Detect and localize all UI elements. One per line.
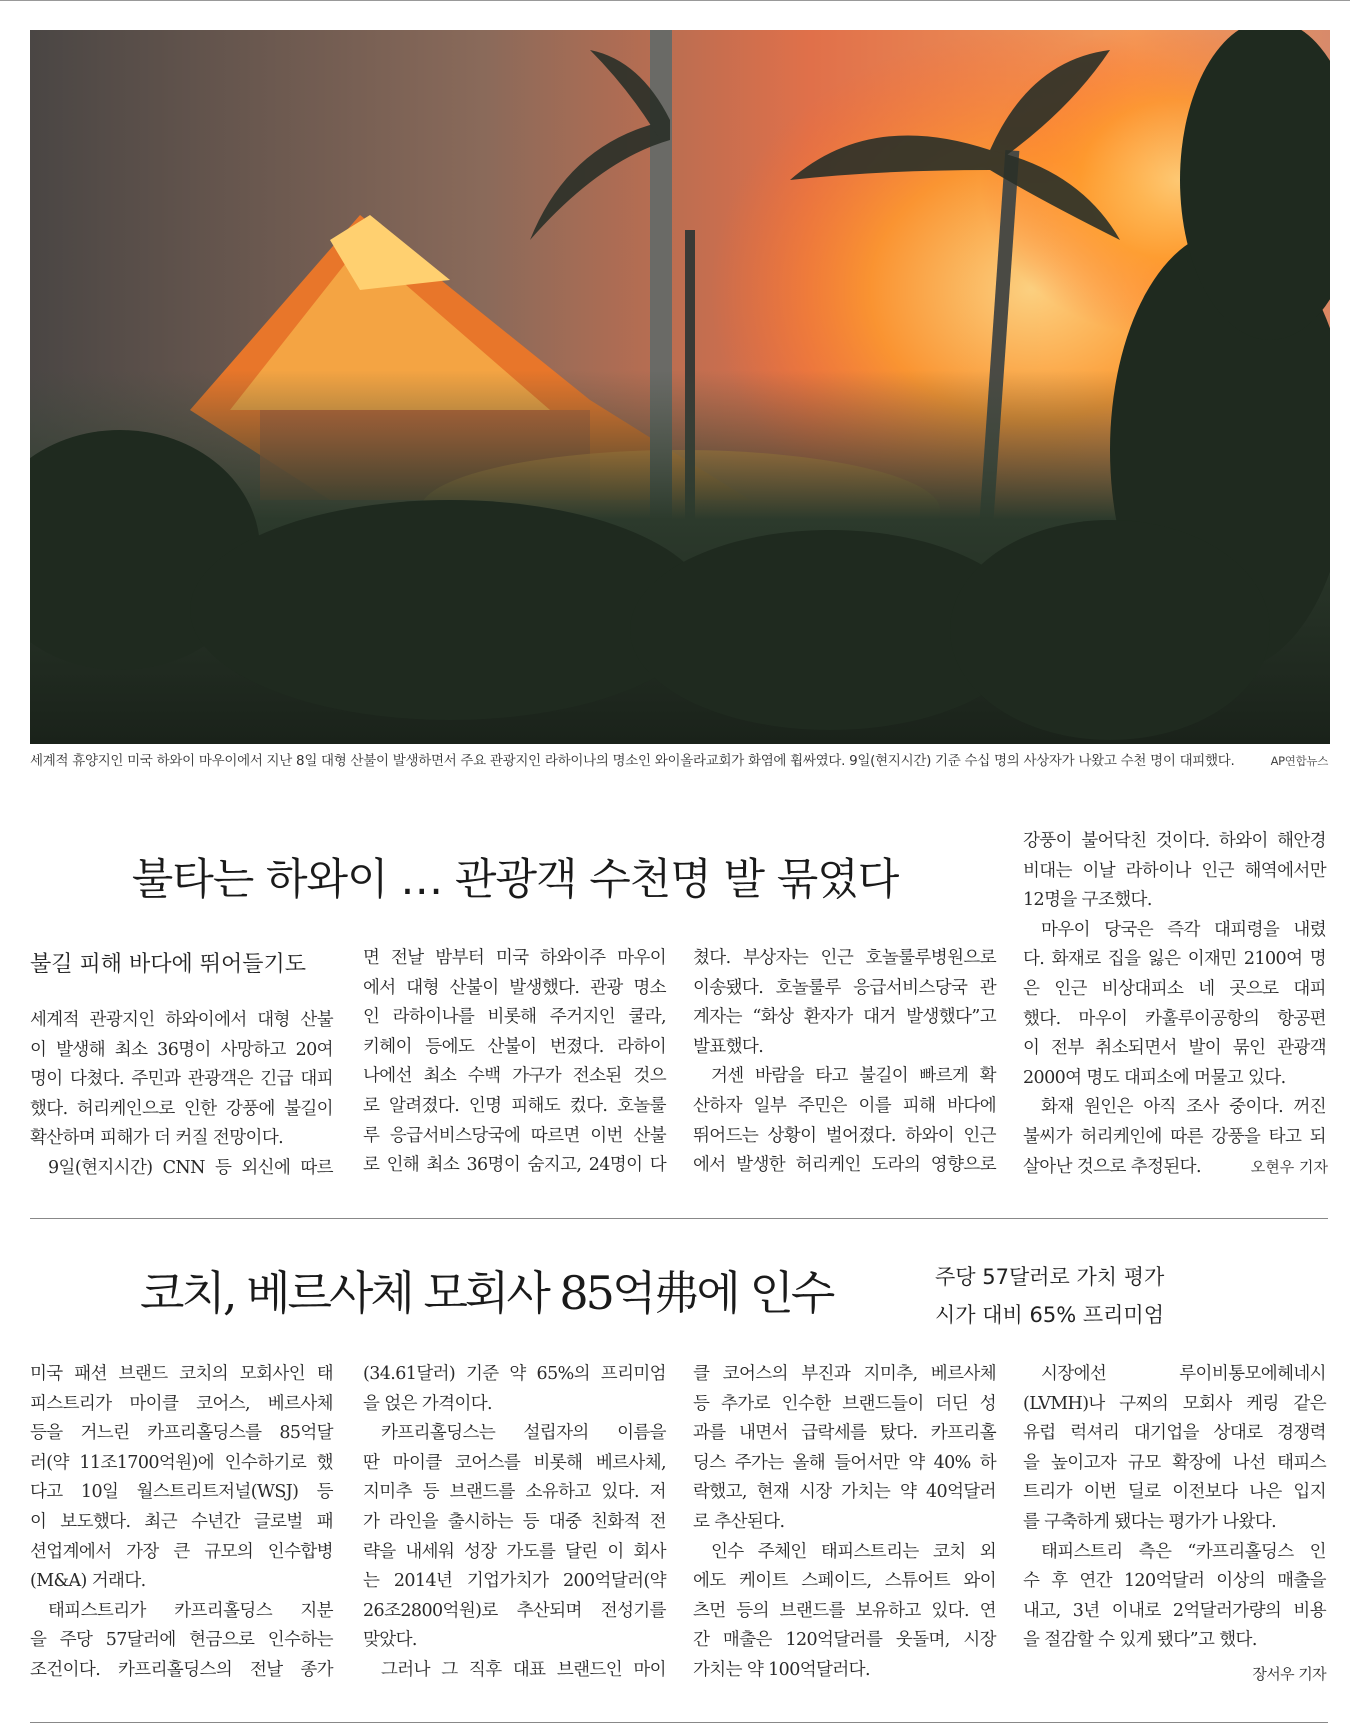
body-text-line: 12명을 구조했다. [1023,890,1152,911]
body-text-line: 맞았다. [363,1630,417,1651]
body-text-line: 이 전부 취소되면서 발이 묶인 관광객 [1023,1038,1326,1059]
body-text-line: 태피스트리가 카프리홀딩스 지분 [48,1600,333,1621]
article2-column-2 [363,1360,666,1686]
article1-column-3 [693,944,996,1181]
article-divider [30,1218,1328,1219]
body-text-line: 화재 원인은 아직 조사 중이다. 꺼진 [1041,1097,1326,1118]
body-text-line: 을 얹은 가격이다. [363,1393,493,1414]
body-text-line: 세계적 관광지인 하와이에서 대형 산불 [30,1010,333,1030]
body-text-line: 키헤이 등에도 산불이 번졌다. 라하이 [363,1036,666,1057]
wildfire-photo-illustration [30,30,1330,744]
body-text-line: 이 보도했다. 최근 수년간 글로벌 패 [30,1511,333,1532]
body-text-line: 그러나 그 직후 대표 브랜드인 마이 [381,1659,666,1680]
body-text-line: 등 추가로 인수한 브랜드들이 더딘 성 [693,1393,996,1414]
body-text-line: 클 코어스의 부진과 지미추, 베르사체 [693,1364,996,1384]
body-text-line: 을 절감할 수 있게 됐다”고 했다. [1023,1630,1257,1651]
body-text-line: 조건이다. 카프리홀딩스의 전날 종가 [30,1659,333,1680]
body-text-line: 수 후 연간 120억달러 이상의 매출을 [1023,1571,1326,1592]
article1-column-4 [1023,827,1326,1182]
body-text-line: 락했고, 현재 시장 가치는 약 40억달러 [693,1482,996,1503]
article1-column-2 [363,944,666,1181]
body-text-line: (34.61달러) 기준 약 65%의 프리미엄 [363,1364,666,1384]
body-text-line: 산하자 일부 주민은 이를 피해 바다에 [693,1095,996,1116]
article2-byline-wrap [1023,1660,1326,1690]
body-text-line: 딴 마이클 코어스를 비롯해 베르사체, [363,1452,666,1473]
body-text-line: 뛰어드는 상황이 벌어졌다. 하와이 인근 [693,1125,996,1146]
photo-credit: AP연합뉴스 [1270,754,1328,768]
body-text-line: 츠먼 등의 브랜드를 보유하고 있다. 연 [693,1600,996,1621]
article2-subtitle-line: 주당 57달러로 가치 평가 [935,1265,1165,1289]
body-text-line: 했다. 허리케인으로 인한 강풍에 불길이 [30,1098,333,1119]
body-text-line: 로 인해 최소 36명이 숨지고, 24명이 다 [363,1155,666,1176]
body-text-line: 다고 10일 월스트리트저널(WSJ) 등 [30,1482,333,1503]
body-text-line: 인수 주체인 태피스트리는 코치 외 [711,1541,996,1562]
article1-headline: 불타는 하와이 … 관광객 수천명 발 묶였다 [131,855,899,905]
body-text-line: 26조2800억원)로 추산되며 전성기를 [363,1600,666,1621]
body-text-line: (M&A) 거래다. [30,1571,146,1592]
body-text-line: 피스트리가 마이클 코어스, 베르사체 [30,1393,333,1414]
body-text-line: 에서 대형 산불이 발생했다. 관광 명소 [363,977,666,998]
body-text-line: 마우이 당국은 즉각 대피령을 내렸 [1041,919,1326,940]
body-text-line: 불씨가 허리케인에 따른 강풍을 타고 되 [1023,1126,1326,1147]
body-text-line: 러(약 11조1700억원)에 인수하기로 했 [30,1452,333,1473]
body-text-line: 확산하며 피해가 더 커질 전망이다. [30,1128,284,1149]
body-text-line: 가치는 약 100억달러다. [693,1659,870,1680]
body-text-line: 살아난 것으로 추정된다. [1023,1156,1201,1177]
article2-column-4 [1023,1360,1326,1656]
article2-headline: 코치, 베르사체 모회사 85억弗에 인수 [140,1266,833,1320]
body-text-line: (LVMH)나 구찌의 모회사 케링 같은 [1023,1393,1326,1414]
article1-byline: 오현우 기자 [1250,1158,1328,1176]
bottom-rule [30,1722,1328,1723]
body-text-line: 발표했다. [693,1036,764,1057]
body-text-line: 은 인근 비상대피소 네 곳으로 대피 [1023,978,1326,999]
body-text-line: 비대는 이날 라하이나 인근 해역에서만 [1023,860,1326,881]
photo-caption: 세계적 휴양지인 미국 하와이 마우이에서 지난 8일 대형 산불이 발생하면서 주요 관광지인 라하이나의 명소인 와이올라교회가 화염에 휩싸였다. 9일(현지시간) 기준 수십 명의 사상자가 나왔고 수천 명이 대피했다. [30,753,1235,769]
body-text-line: 트리가 이번 딜로 이전보다 나은 입지 [1023,1482,1326,1503]
article2-column-1 [30,1360,333,1686]
body-text-line: 을 주당 57달러에 현금으로 인수하는 [30,1630,333,1651]
body-text-line: 카프리홀딩스는 설립자의 이름을 [381,1423,666,1444]
body-text-line: 에도 케이트 스페이드, 스튜어트 와이 [693,1571,996,1592]
body-text-line: 2000여 명도 대피소에 머물고 있다. [1023,1067,1286,1088]
body-text-line: 션업계에서 가장 큰 규모의 인수합병 [30,1541,333,1562]
news-photo-hawaii-wildfire [30,30,1330,744]
body-text-line: 지미추 등 브랜드를 소유하고 있다. 저 [363,1482,666,1503]
body-text-line: 태피스트리 측은 “카프리홀딩스 인 [1041,1541,1326,1562]
body-text-line: 등을 거느린 카프리홀딩스를 85억달 [30,1423,333,1444]
body-text-line: 시장에선 루이비통모에헤네시 [1041,1364,1326,1384]
body-text-line: 나에선 최소 수백 가구가 전소된 것으 [363,1066,666,1087]
article1-subhead: 불길 피해 바다에 뛰어들기도 [30,952,307,977]
article2-subtitle-line: 시가 대비 65% 프리미엄 [935,1303,1164,1327]
body-text-line: 내고, 3년 이내로 2억달러가량의 비용 [1023,1600,1326,1621]
body-text-line: 로 알려졌다. 인명 피해도 컸다. 호놀룰 [363,1095,666,1116]
body-text-line: 는 2014년 기업가치가 200억달러(약 [363,1571,666,1592]
body-text-line: 면 전날 밤부터 미국 하와이주 마우이 [363,948,666,968]
body-text-line: 쳤다. 부상자는 인근 호놀룰루병원으로 [693,948,996,968]
body-text-line: 거센 바람을 타고 불길이 빠르게 확 [711,1066,996,1087]
body-text-line: 에서 발생한 허리케인 도라의 영향으로 [693,1155,996,1176]
body-text-line: 로 추산된다. [693,1511,785,1532]
article2-byline: 장서우 기자 [1252,1665,1326,1683]
body-text-line: 을 높이고자 규모 확장에 나선 태피스 [1023,1452,1326,1473]
body-text-line: 간 매출은 120억달러를 웃돌며, 시장 [693,1630,996,1651]
body-text-line: 9일(현지시간) CNN 등 외신에 따르 [48,1157,333,1178]
body-text-line: 다. 화재로 집을 잃은 이재민 2100여 명 [1023,949,1326,970]
article2-column-3 [693,1360,996,1686]
body-text-line: 가 라인을 출시하는 등 대중 친화적 전 [363,1511,666,1532]
body-text-line: 했다. 마우이 카훌루이공항의 항공편 [1023,1008,1326,1029]
body-text-line: 이송됐다. 호놀룰루 응급서비스당국 관 [693,977,996,998]
article1-column-1 [30,1006,333,1184]
body-text-line: 명이 다쳤다. 주민과 관광객은 긴급 대피 [30,1069,333,1090]
body-text-line: 유럽 럭셔리 대기업을 상대로 경쟁력 [1023,1423,1326,1444]
body-text-line: 이 발생해 최소 36명이 사망하고 20여 [30,1039,333,1060]
body-text-line: 미국 패션 브랜드 코치의 모회사인 태 [30,1364,333,1384]
body-text-line: 인 라하이나를 비롯해 주거지인 쿨라, [363,1007,666,1028]
body-text-line: 루 응급서비스당국에 따르면 이번 산불 [363,1125,666,1146]
body-text-line: 계자는 “화상 환자가 대거 발생했다”고 [693,1007,996,1028]
body-text-line: 과를 내면서 급락세를 탔다. 카프리홀 [693,1423,996,1444]
body-text-line: 강풍이 불어닥친 것이다. 하와이 해안경 [1023,831,1326,851]
body-text-line: 략을 내세워 성장 가도를 달린 이 회사 [363,1541,666,1562]
body-text-line: 를 구축하게 됐다는 평가가 나왔다. [1023,1511,1277,1532]
body-text-line: 딩스 주가는 올해 들어서만 약 40% 하 [693,1452,996,1473]
article2-subtitle [935,1258,1164,1334]
top-border [0,0,1350,1]
photo-caption-block [30,750,1328,773]
